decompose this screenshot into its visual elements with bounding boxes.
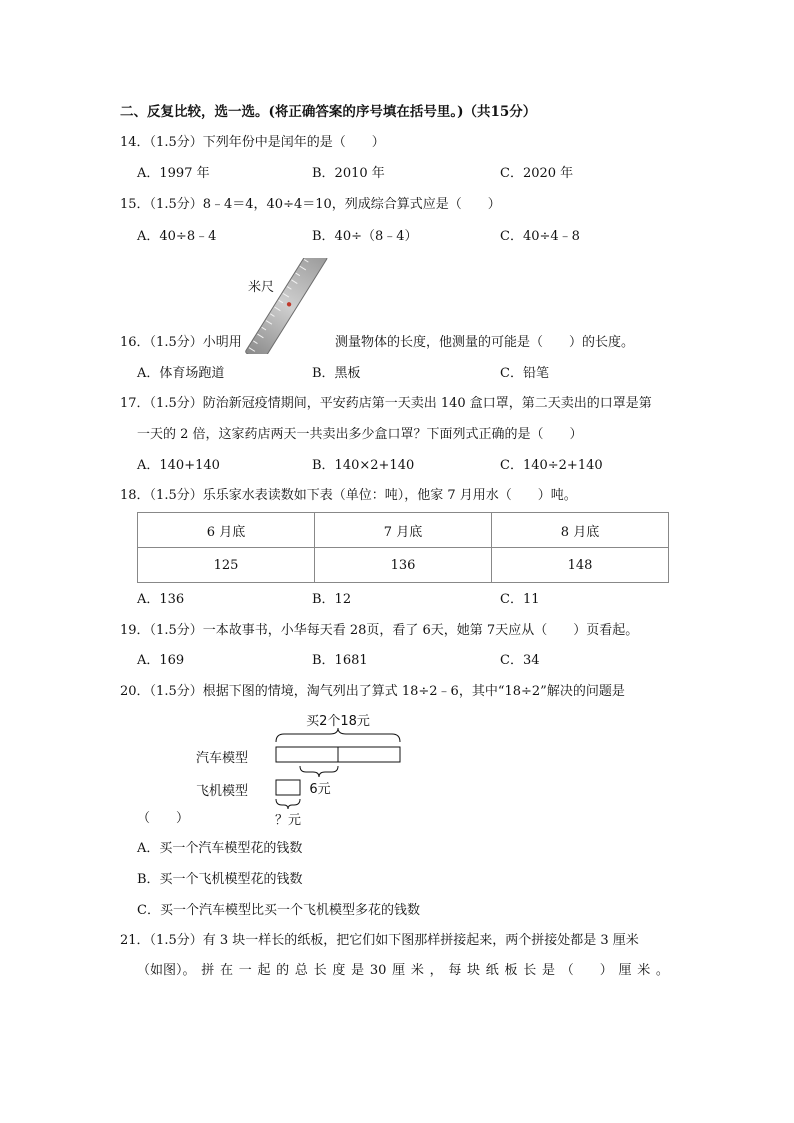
q21-segment: 块 bbox=[467, 963, 481, 978]
question-14-stem: 14．（1.5分）下列年份中是闰年的是（ ） bbox=[120, 135, 385, 150]
question-21-line2 bbox=[137, 963, 669, 979]
q15-option-c: C．40÷4﹣8 bbox=[500, 229, 580, 244]
q20-answer-blank: （ ） bbox=[137, 811, 190, 826]
q21-segment: 是 bbox=[351, 963, 365, 978]
q16-option-b: B．黑板 bbox=[312, 366, 361, 381]
q21-segment: 起 bbox=[257, 963, 271, 978]
difference-brace bbox=[300, 766, 338, 777]
diagram-diff-label: 6元 bbox=[309, 782, 331, 797]
q21-segment: 纸 bbox=[485, 963, 499, 978]
table-row bbox=[138, 548, 669, 583]
q17-option-c: C．140÷2+140 bbox=[500, 458, 603, 473]
question-17-line2: 一天的 2 倍，这家药店两天一共卖出多少盒口罩？下面列式正确的是（ ） bbox=[137, 427, 583, 442]
q21-segment: 是 bbox=[541, 963, 555, 978]
q20-option-c: C．买一个汽车模型比买一个飞机模型多花的钱数 bbox=[137, 903, 420, 918]
q16-option-c: C．铅笔 bbox=[500, 366, 549, 381]
q21-segment: 每 bbox=[448, 963, 462, 978]
q21-segment: （如图）。 bbox=[137, 963, 196, 978]
q21-segment: 度 bbox=[332, 963, 346, 978]
q21-segment: 长 bbox=[313, 963, 327, 978]
unknown-brace bbox=[276, 799, 300, 809]
q21-segment: （ ） bbox=[560, 963, 613, 978]
q21-segment: 厘 bbox=[392, 963, 406, 978]
q21-segment: 米 bbox=[637, 963, 651, 978]
q18-option-c: C．11 bbox=[500, 592, 540, 607]
diagram-top-label: 买2个18元 bbox=[306, 714, 370, 729]
question-17-line1: 17．（1.5分）防治新冠疫情期间，平安药店第一天卖出 140 盒口罩，第二天卖出的口罩是第 bbox=[120, 396, 652, 411]
q21-segment: 拼 bbox=[201, 963, 215, 978]
q21-segment: 一 bbox=[238, 963, 252, 978]
q14-option-a: A．1997 年 bbox=[137, 166, 210, 181]
diagram-unknown-label: ？元 bbox=[274, 813, 302, 828]
q15-option-b: B．40÷（8﹣4） bbox=[312, 229, 418, 244]
meter-ruler-image bbox=[238, 258, 338, 354]
q21-segment: 在 bbox=[219, 963, 233, 978]
q18-option-a: A．136 bbox=[137, 592, 185, 607]
question-16-stem-before: 16．（1.5分）小明用 bbox=[120, 335, 242, 350]
q21-segment: 。 bbox=[655, 963, 669, 978]
section-title: 二、反复比较，选一选。(将正确答案的序号填在括号里。)（共15分） bbox=[120, 104, 537, 120]
water-meter-table bbox=[137, 512, 669, 583]
q21-segment: 总 bbox=[294, 963, 308, 978]
q19-option-a: A．169 bbox=[137, 653, 185, 668]
question-15-stem: 15．（1.5分）8﹣4＝4，40÷4＝10，列成综合算式应是（ ） bbox=[120, 197, 501, 212]
question-20-stem: 20．（1.5分）根据下图的情境，淘气列出了算式 18÷2﹣6，其中“18÷2”解决的问题是 bbox=[120, 684, 625, 699]
q21-segment: 板 bbox=[504, 963, 518, 978]
question-18-stem: 18．（1.5分）乐乐家水表读数如下表（单位：吨），他家 7 月用水（ ）吨。 bbox=[120, 488, 577, 503]
q14-option-b: B．2010 年 bbox=[312, 166, 385, 181]
table-cell: 136 bbox=[315, 548, 492, 583]
q21-segment: ， bbox=[429, 963, 443, 978]
q17-option-a: A．140+140 bbox=[137, 458, 220, 473]
q20-option-a: A．买一个汽车模型花的钱数 bbox=[137, 841, 303, 856]
q21-segment: 的 bbox=[276, 963, 290, 978]
table-header-cell: 6 月底 bbox=[138, 513, 315, 548]
table-header-row bbox=[138, 513, 669, 548]
q20-option-b: B．买一个飞机模型花的钱数 bbox=[137, 872, 303, 887]
question-21-line1: 21．（1.5分）有 3 块一样长的纸板，把它们如下图那样拼接起来，两个拼接处都是 3 厘米 bbox=[120, 933, 639, 948]
plane-bar bbox=[276, 780, 300, 795]
question-16-stem-after: 测量物体的长度，他测量的可能是（ ）的长度。 bbox=[335, 335, 635, 350]
q17-option-b: B．140×2+140 bbox=[312, 458, 415, 473]
table-header-cell: 8 月底 bbox=[492, 513, 669, 548]
q19-option-b: B．1681 bbox=[312, 653, 368, 668]
table-header-cell: 7 月底 bbox=[315, 513, 492, 548]
line-segment-diagram bbox=[180, 706, 420, 830]
diagram-car-label: 汽车模型 bbox=[196, 751, 249, 766]
q21-segment: 长 bbox=[523, 963, 537, 978]
diagram-plane-label: 飞机模型 bbox=[196, 784, 249, 799]
q21-segment: 厘 bbox=[618, 963, 632, 978]
q14-option-c: C．2020 年 bbox=[500, 166, 574, 181]
q21-segment: 30 bbox=[369, 963, 387, 978]
table-cell: 148 bbox=[492, 548, 669, 583]
table-cell: 125 bbox=[138, 548, 315, 583]
q19-option-c: C．34 bbox=[500, 653, 540, 668]
top-brace bbox=[276, 728, 400, 742]
q15-option-a: A．40÷8﹣4 bbox=[137, 229, 217, 244]
question-19-stem: 19．（1.5分）一本故事书，小华每天看 28页，看了 6天，她第 7天应从（ ）页看起。 bbox=[120, 623, 639, 638]
q21-segment: 米 bbox=[410, 963, 424, 978]
q18-option-b: B．12 bbox=[312, 592, 352, 607]
q16-option-a: A．体育场跑道 bbox=[137, 366, 225, 381]
ruler-label: 米尺 bbox=[248, 280, 275, 295]
